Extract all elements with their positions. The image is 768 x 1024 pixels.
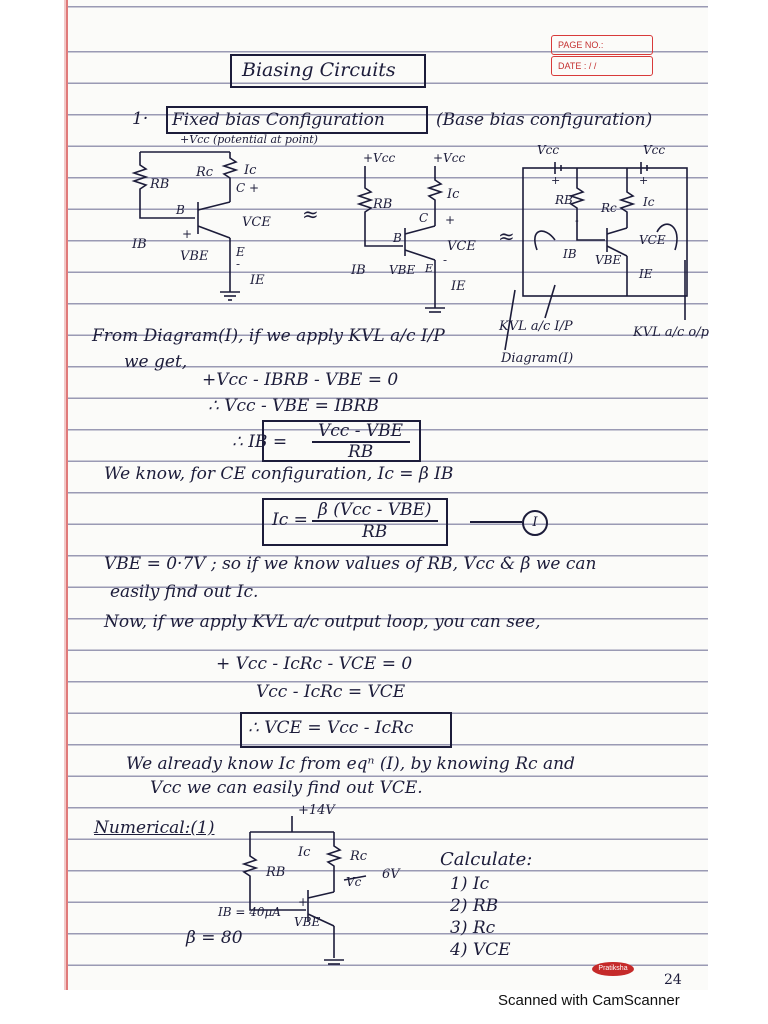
d2-transistor-collector	[405, 226, 435, 234]
d3-kvl-input-label: KVL a/c I/P	[499, 319, 573, 334]
equation-ic-tag-line	[470, 521, 522, 523]
d3-ib-label: IB	[563, 247, 577, 261]
d2-vbe-label: VBE	[389, 263, 416, 277]
derivation-line-3: We know, for CE configuration, Ic = β IB	[104, 464, 454, 484]
equation-ic-tag: I	[522, 510, 548, 536]
d3-wire-rb	[571, 168, 605, 240]
d2-c-label: C	[419, 211, 429, 225]
d1-transistor-collector	[198, 202, 230, 210]
derivation-line-1: From Diagram(I), if we apply KVL a/c I/P	[92, 326, 445, 346]
d1-b-label: B	[176, 203, 185, 217]
num-ic-label: Ic	[298, 845, 311, 860]
d3-vce-label: VCE	[639, 233, 666, 247]
d3-wire-rc	[621, 168, 633, 228]
d3-vbe-label: VBE	[595, 253, 622, 267]
d3-vcc-left-label: Vcc	[537, 143, 560, 157]
page-number: 24	[664, 972, 682, 988]
equation-ic-numerator: β (Vcc - VBE)	[318, 500, 432, 520]
d1-wire-rc	[224, 152, 236, 202]
derivation2-line-4: We already know Ic from eqⁿ (I), by knowing Rc and	[126, 754, 575, 774]
section-number: 1·	[132, 109, 149, 129]
d3-rc-label: Rc	[601, 201, 617, 215]
d2-vcc-left-label: +Vcc	[363, 151, 396, 165]
equation-vce-rearranged: Vcc - IcRc = VCE	[256, 682, 406, 702]
num-transistor-collector	[308, 892, 334, 898]
d1-ic-label: Ic	[244, 163, 257, 178]
equation-rearranged: ∴ Vcc - VBE = IBRB	[208, 396, 379, 416]
d2-e-label: E	[425, 262, 434, 275]
num-vc-value: 6V	[382, 867, 400, 882]
num-vc-label: Vc	[346, 875, 362, 889]
d1-e-label: E	[236, 245, 245, 259]
d3-ic-label: Ic	[643, 195, 655, 209]
num-plus: +	[298, 895, 309, 909]
d2-wire-rc	[429, 166, 441, 226]
d3-plus-2: +	[639, 174, 649, 187]
equation-ic-lhs: Ic =	[272, 510, 308, 530]
d3-kvl-output-label: KVL a/c o/p	[633, 325, 709, 340]
page-no-stamp: PAGE NO.:	[551, 35, 653, 55]
d3-plus-1: +	[551, 174, 561, 187]
scanner-footer: Scanned with CamScanner	[498, 992, 680, 1009]
d2-ie-label: IE	[451, 279, 466, 294]
num-rc-label: Rc	[350, 849, 368, 864]
numerical-item-4: 4) VCE	[450, 940, 511, 960]
d3-transistor-collector	[607, 228, 627, 234]
derivation2-line-1: VBE = 0·7V ; so if we know values of RB, Vcc & β we can	[104, 554, 597, 574]
d2-ib-label: IB	[351, 263, 366, 278]
numerical-heading: Numerical:(1)	[94, 818, 215, 838]
date-stamp: DATE : / /	[551, 56, 653, 76]
d1-transistor-emitter	[198, 226, 230, 238]
d2-ic-label: Ic	[447, 187, 460, 202]
equation-kvl-input: +Vcc - IBRB - VBE = 0	[202, 370, 399, 390]
d3-input-loop-arrow	[535, 231, 555, 250]
d3-ie-label: IE	[639, 267, 653, 281]
brand-logo: Pratiksha	[592, 962, 634, 976]
num-vcc-label: +14V	[298, 803, 335, 818]
d3-diagram-label: Diagram(I)	[501, 351, 574, 366]
num-ib-label: IB = 40μA	[218, 905, 281, 919]
equation-ib-numerator: Vcc - VBE	[318, 421, 404, 441]
d2-transistor-emitter	[405, 250, 435, 260]
d1-minus: -	[236, 257, 241, 271]
page-title: Biasing Circuits	[242, 59, 396, 81]
d2-plus: +	[445, 213, 456, 227]
d3-loop-frame	[523, 168, 687, 296]
d1-rc-label: Rc	[196, 165, 214, 180]
d1-rb-label: RB	[150, 177, 170, 192]
num-rb-label: RB	[266, 865, 286, 880]
approx-symbol-1: ≈	[302, 202, 319, 226]
derivation2-line-2: easily find out Ic.	[110, 582, 259, 602]
derivation-line-2: we get,	[124, 352, 188, 372]
d2-rb-label: RB	[373, 197, 393, 212]
num-vbe-label: VBE	[294, 915, 321, 929]
equation-ic-denominator: RB	[362, 522, 388, 542]
numerical-item-1: 1) Ic	[450, 874, 490, 894]
numerical-calculate: Calculate:	[440, 849, 533, 870]
num-wire-rc	[328, 832, 340, 892]
numerical-item-2: 2) RB	[450, 896, 499, 916]
circuit-diagram-3	[499, 140, 709, 375]
numerical-beta: β = 80	[186, 928, 243, 948]
equation-vce-result: ∴ VCE = Vcc - IcRc	[248, 718, 414, 738]
d1-plus: +	[182, 227, 193, 241]
d1-c-label: C +	[236, 181, 260, 195]
numerical-item-3: 3) Rc	[450, 918, 496, 938]
d3-minus: -	[575, 214, 579, 227]
d1-ie-label: IE	[250, 273, 265, 288]
approx-symbol-2: ≈	[498, 224, 515, 248]
d1-vce-label: VCE	[242, 215, 271, 230]
equation-ib-lhs: ∴ IB =	[232, 432, 288, 452]
derivation2-line-5: Vcc we can easily find out VCE.	[150, 778, 423, 798]
d3-vcc-right-label: Vcc	[643, 143, 666, 157]
d2-minus: -	[443, 253, 448, 267]
numerical-circuit	[216, 800, 416, 975]
equation-ib-denominator: RB	[348, 442, 374, 462]
d2-b-label: B	[393, 231, 402, 245]
d3-kvl-pointer-1	[545, 285, 555, 318]
circuit-diagram-2	[345, 148, 495, 318]
d1-vbe-label: VBE	[180, 249, 209, 264]
section-heading-alt: (Base bias configuration)	[436, 110, 653, 130]
equation-kvl-output: + Vcc - IcRc - VCE = 0	[216, 654, 413, 674]
d2-vcc-right-label: +Vcc	[433, 151, 466, 165]
d3-rb-label: RB	[555, 193, 573, 207]
derivation2-line-3: Now, if we apply KVL a/c output loop, you can see,	[104, 612, 541, 632]
circuit-diagram-1	[120, 140, 290, 305]
d2-vce-label: VCE	[447, 239, 476, 254]
d1-ib-label: IB	[132, 237, 147, 252]
vcc-note: +Vcc (potential at point)	[180, 133, 318, 146]
section-heading: Fixed bias Configuration	[172, 110, 385, 130]
